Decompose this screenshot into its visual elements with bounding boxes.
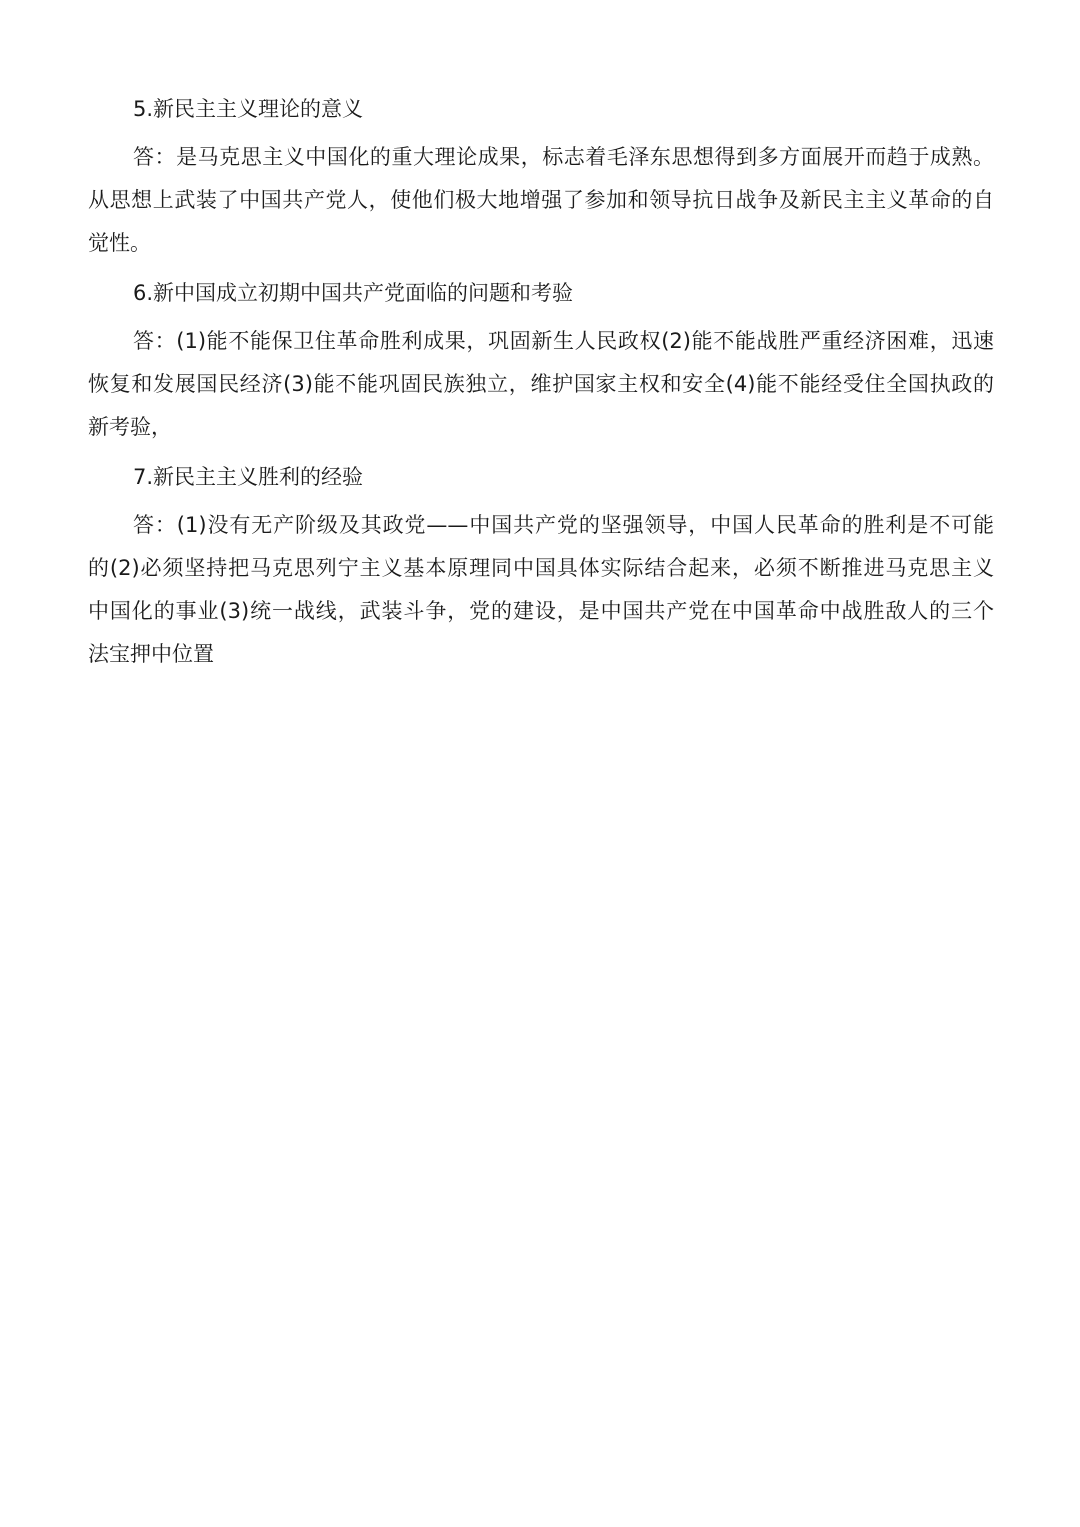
answer-line: 答：是马克思主义中国化的重大理论成果，标志着毛泽东思想得到多方面展开而趋于成熟。 xyxy=(133,145,994,169)
answer-paragraph xyxy=(88,320,994,449)
answer-line: 从思想上武装了中国共产党人，使他们极大地增强了参加和领导抗日战争及新民主主义革命的自 xyxy=(88,188,994,212)
answer-line: 中国化的事业(3)统一战线，武装斗争，党的建设，是中国共产党在中国革命中战胜敌人的三个 xyxy=(88,599,994,623)
question-heading: 7.新民主主义胜利的经验 xyxy=(133,465,364,489)
answer-paragraph xyxy=(88,136,994,265)
answer-line: 新考验， xyxy=(88,415,172,439)
document-body xyxy=(88,88,994,683)
answer-line: 答：(1)没有无产阶级及其政党——中国共产党的坚强领导，中国人民革命的胜利是不可能 xyxy=(133,513,994,537)
answer-paragraph xyxy=(88,504,994,676)
question-heading: 5.新民主主义理论的意义 xyxy=(133,97,364,121)
answer-line: 法宝押中位置 xyxy=(88,642,214,666)
question-heading: 6.新中国成立初期中国共产党面临的问题和考验 xyxy=(133,281,574,305)
answer-line: 恢复和发展国民经济(3)能不能巩固民族独立，维护国家主权和安全(4)能不能经受住全国执政的 xyxy=(88,372,994,396)
answer-line: 觉性。 xyxy=(88,231,151,255)
answer-line: 的(2)必须坚持把马克思列宁主义基本原理同中国具体实际结合起来，必须不断推进马克思主义 xyxy=(88,556,994,580)
answer-line: 答：(1)能不能保卫住革命胜利成果，巩固新生人民政权(2)能不能战胜严重经济困难，迅速 xyxy=(133,329,994,353)
